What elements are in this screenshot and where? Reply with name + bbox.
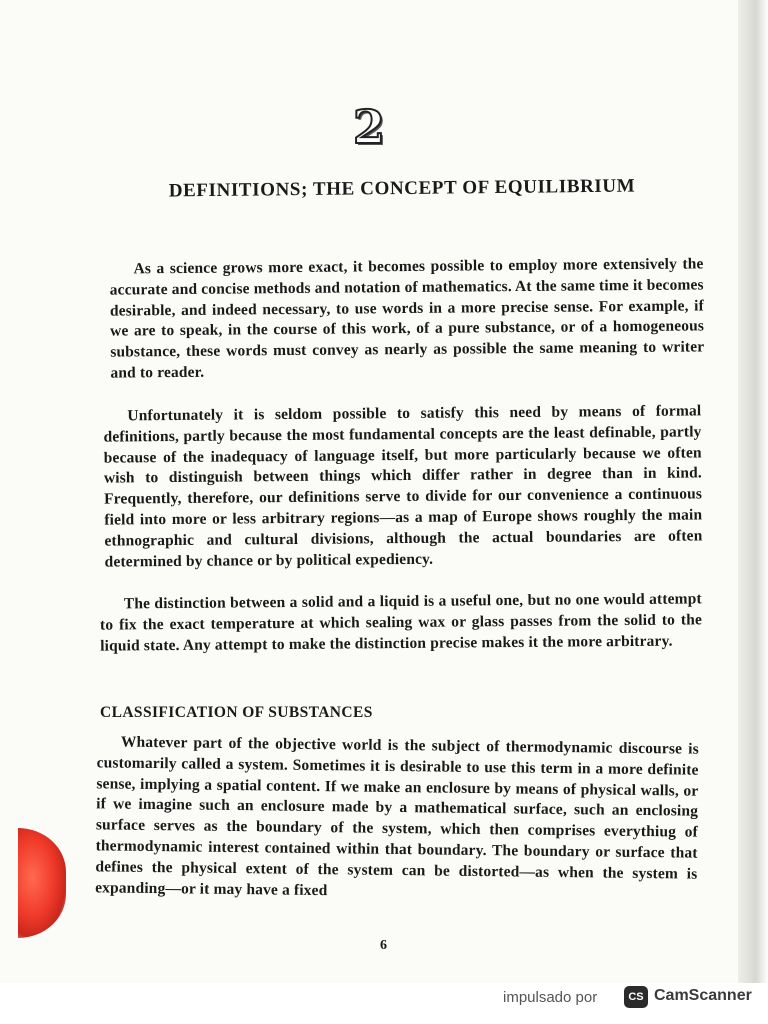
chapter-title: DEFINITIONS; THE CONCEPT OF EQUILIBRIUM: [168, 175, 636, 202]
watermark-brand: CamScanner: [654, 987, 752, 1004]
camscanner-logo-icon: CS: [624, 986, 648, 1008]
page-number: 6: [380, 938, 387, 953]
paragraph-1: As a science grows more exact, it becomes possible to employ more extensively the accurate and concise methods and notation of mathematics. At the same time it becomes desirable, and indeed necessary, to use words in a more precise sense. For example, if we are to speak, in the course of this work, of a pure substance, or of a homogeneous substance, these words must convey as nearly as possible the same meaning to writer and to reader.: [109, 255, 705, 382]
watermark-prefix: impulsado por: [503, 989, 598, 1006]
section-heading: CLASSIFICATION OF SUBSTANCES: [100, 704, 373, 721]
paragraph-3: The distinction between a solid and a liquid is a useful one, but no one would attempt to fix the exact temperature at which sealing wax or glass passes from the solid to the liquid state. Any attempt to make the distinction precise makes it the more arbitrary.: [99, 590, 703, 655]
page-edge-shadow: [738, 0, 768, 985]
watermark-footer: [0, 983, 768, 1024]
section-paragraph: Whatever part of the objective world is the subject of thermodynamic discourse is customarily called a system. Sometimes it is desirable to use this term in a more definite sense, implying a spatial content. If we make an enclosure by means of physical walls, or if we imagine such an enclosure made by a mathematical surface, such an enclosing surface serves as the boundary of the system, which then comprises everythiug of thermodynamic interest contained within that boundary. The boundary or surface that defines the physical extent of the system can be distorted—as when the system is expanding—or it may have a fixed: [95, 733, 699, 899]
paragraph-2: Unfortunately it is seldom possible to satisfy this need by means of formal definitions, partly because the most fundamental concepts are the least definable, partly because of the inadequacy of language itself, but more particularly because we often wish to distinguish between things which differ rather in degree than in kind. Frequently, therefore, our definitions serve to divide for our convenience a continuous field into more or less arbitrary regions—as a map of Europe shows roughly the main ethnographic and cultural divisions, although the actual boundaries are often determined by chance or by political expediency.: [103, 402, 703, 571]
chapter-number: 2: [352, 100, 387, 154]
